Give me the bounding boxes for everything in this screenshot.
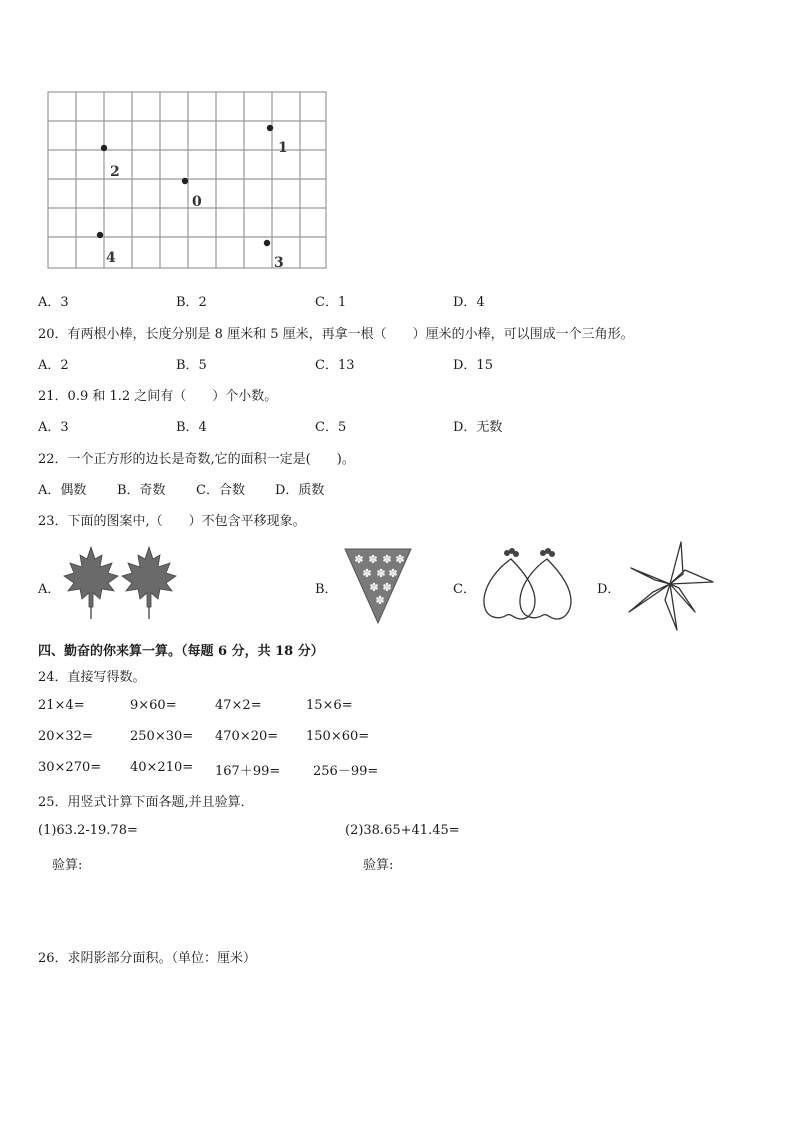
q23-option-a[interactable]: A． <box>38 582 61 597</box>
grid-point-1 <box>267 125 273 131</box>
grid-label-2: 2 <box>110 164 120 180</box>
svg-text:✽: ✽ <box>368 553 378 566</box>
q20-option-d[interactable]: D．15 <box>453 358 493 373</box>
q22-option-a[interactable]: A．偶数 <box>38 483 87 498</box>
q22-option-d[interactable]: D．质数 <box>275 483 325 498</box>
q23-option-c[interactable]: C． <box>453 582 476 597</box>
q21-option-a[interactable]: A．3 <box>38 420 69 435</box>
q20-option-c[interactable]: C．13 <box>315 358 355 373</box>
maple-leaf-1 <box>64 547 118 607</box>
q21-question: 21．0.9 和 1.2 之间有（ ）个小数。 <box>38 389 278 404</box>
q23-question: 23．下面的图案中,（ ）不包含平移现象。 <box>38 514 306 529</box>
grid-label-4: 4 <box>106 250 116 266</box>
grid-point-4 <box>97 232 103 238</box>
q25-item-1: (1)63.2-19.78= <box>38 823 138 838</box>
svg-text:✽: ✽ <box>362 567 372 580</box>
calc-3-1: 30×270= <box>38 760 102 775</box>
q23-option-b[interactable]: B． <box>315 582 338 597</box>
svg-text:✽: ✽ <box>382 581 392 594</box>
q20-option-b[interactable]: B．5 <box>176 358 207 373</box>
calc-2-4: 150×60= <box>306 729 370 744</box>
q21-option-c[interactable]: C．5 <box>315 420 347 435</box>
grid-label-1: 1 <box>278 140 288 156</box>
grid-point-3 <box>264 240 270 246</box>
q19-option-d[interactable]: D．4 <box>453 295 485 310</box>
maple-leaves-figure <box>62 543 180 627</box>
q25-check-2: 验算: <box>363 858 394 873</box>
q22-question: 22．一个正方形的边长是奇数,它的面积一定是( )。 <box>38 452 355 467</box>
section-4-title: 四、勤奋的你来算一算。（每题 6 分，共 18 分） <box>38 644 324 659</box>
calc-1-2: 9×60= <box>130 698 177 713</box>
q26-question: 26．求阴影部分面积。（单位：厘米） <box>38 951 257 966</box>
calc-1-4: 15×6= <box>306 698 353 713</box>
coordinate-grid-figure <box>44 90 330 270</box>
q21-option-b[interactable]: B．4 <box>176 420 207 435</box>
pinwheel-figure <box>625 540 715 636</box>
svg-text:✽: ✽ <box>388 567 398 580</box>
q19-option-b[interactable]: B．2 <box>176 295 207 310</box>
q20-option-a[interactable]: A．2 <box>38 358 69 373</box>
calc-1-1: 21×4= <box>38 698 85 713</box>
svg-text:✽: ✽ <box>382 553 392 566</box>
calc-2-2: 250×30= <box>130 729 194 744</box>
calc-3-2: 40×210= <box>130 760 194 775</box>
grid-point-2 <box>101 145 107 151</box>
q25-check-1: 验算: <box>52 858 83 873</box>
svg-text:✽: ✽ <box>354 553 364 566</box>
maple-leaf-2 <box>122 547 176 607</box>
calc-3-4: 256－99= <box>313 764 379 779</box>
calc-1-3: 47×2= <box>215 698 262 713</box>
q21-option-d[interactable]: D．无数 <box>453 420 503 435</box>
q25-item-2: (2)38.65+41.45= <box>345 823 460 838</box>
q23-option-d[interactable]: D． <box>597 582 621 597</box>
svg-text:✽: ✽ <box>369 581 379 594</box>
q25-question: 25．用竖式计算下面各题,并且验算． <box>38 795 254 810</box>
two-birds-figure <box>481 545 577 629</box>
svg-text:✽: ✽ <box>376 567 386 580</box>
grid-label-0: 0 <box>192 194 202 210</box>
svg-text:✽: ✽ <box>375 594 385 607</box>
grid-svg <box>44 90 330 270</box>
q20-question: 20．有两根小棒，长度分别是 8 厘米和 5 厘米，再拿一根（ ）厘米的小棒，可以围成一个三角形。 <box>38 327 634 342</box>
triangle-flowers-figure <box>343 546 413 630</box>
svg-text:✽: ✽ <box>395 553 405 566</box>
q24-question: 24．直接写得数。 <box>38 670 146 685</box>
grid-label-3: 3 <box>274 255 284 270</box>
q22-option-b[interactable]: B．奇数 <box>117 483 166 498</box>
calc-2-3: 470×20= <box>215 729 279 744</box>
calc-2-1: 20×32= <box>38 729 93 744</box>
q19-option-a[interactable]: A．3 <box>38 295 69 310</box>
calc-3-3: 167＋99= <box>215 764 281 779</box>
q22-option-c[interactable]: C．合数 <box>196 483 245 498</box>
grid-point-0 <box>182 178 188 184</box>
q19-option-c[interactable]: C．1 <box>315 295 347 310</box>
